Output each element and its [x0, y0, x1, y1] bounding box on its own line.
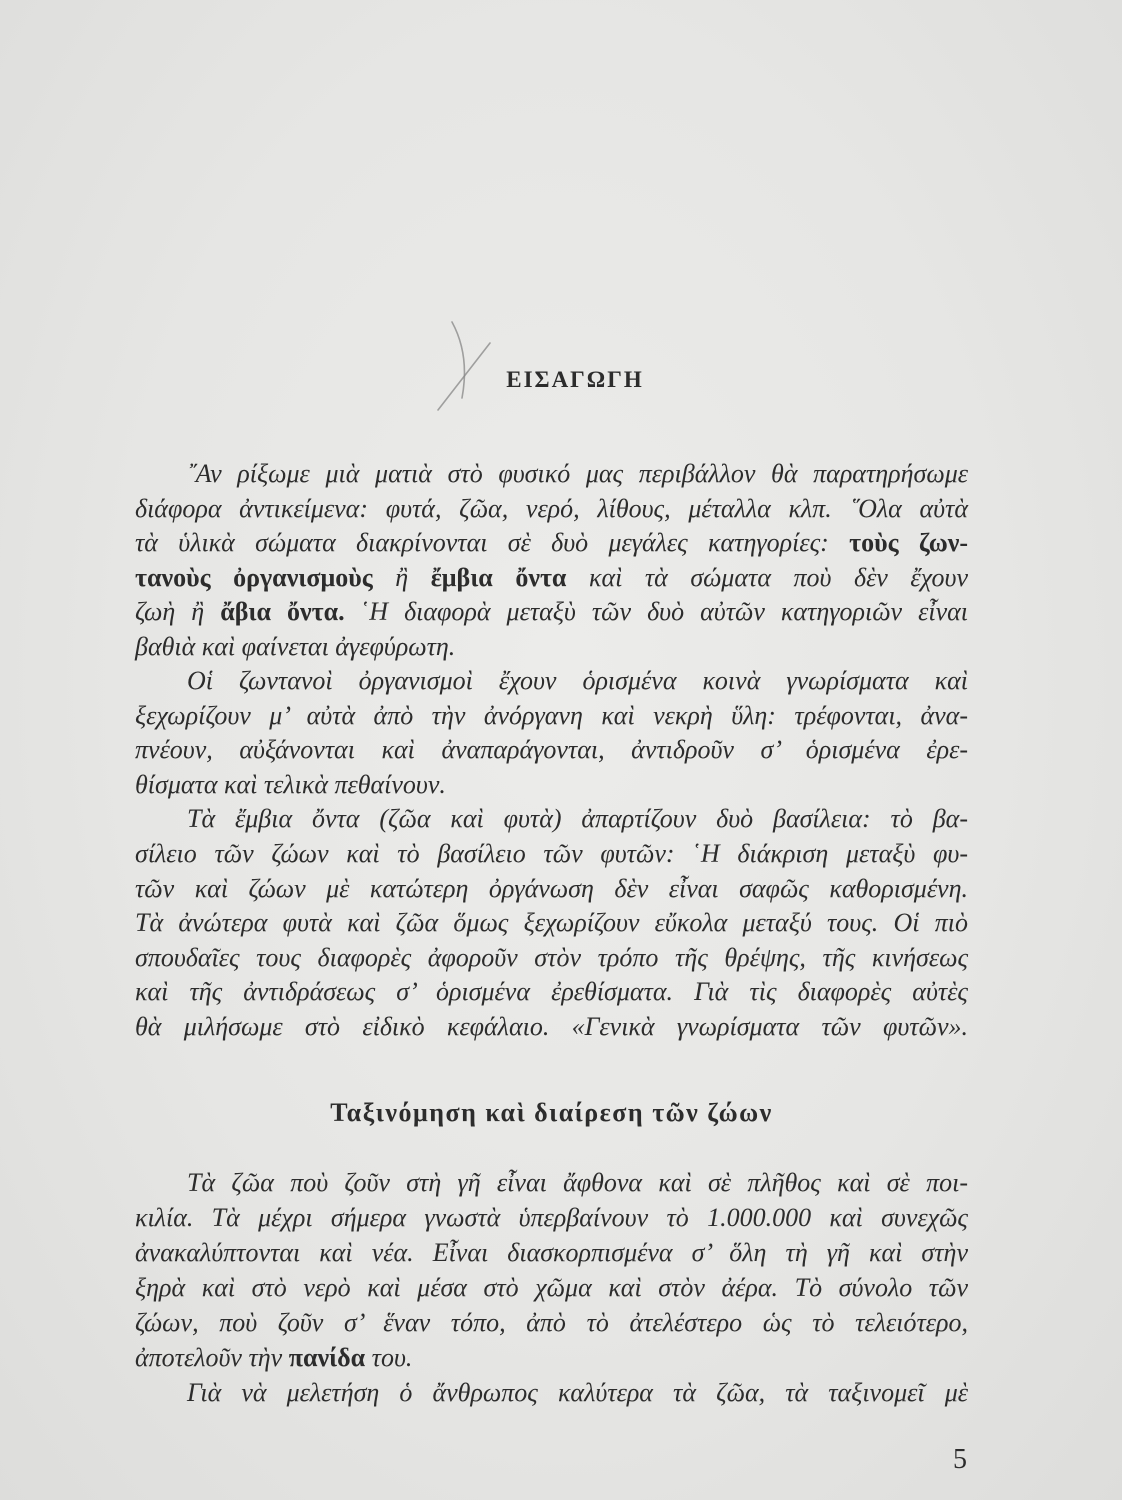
subsection-title: Ταξινόμηση καὶ διαίρεση τῶν ζώων	[330, 1098, 773, 1127]
text-line: σίλειο τῶν ζώων καὶ τὸ βασίλειο τῶν φυτῶν: ῾Η διάκριση μεταξὺ φυ-	[135, 839, 968, 869]
text-line: ἀνακαλύπτονται καὶ νέα. Εἶναι διασκορπισμένα σ’ ὅλη τὴ γῆ καὶ στὴν	[135, 1238, 968, 1267]
text-line: θίσματα καὶ τελικὰ πεθαίνουν.	[135, 769, 446, 799]
text-line: Γιὰ νὰ μελετήση ὁ ἄνθρωπος καλύτερα τὰ ζῶα, τὰ ταξινομεῖ μὲ	[187, 1378, 968, 1407]
text-line: τῶν καὶ ζώων μὲ κατώτερη ὀργάνωση δὲν εἶναι σαφῶς καθορισμένη.	[135, 873, 968, 903]
intro-text	[135, 457, 968, 1044]
text-line: βαθιὰ καὶ φαίνεται ἀγεφύρωτη.	[135, 631, 456, 661]
line-segment: καὶ τὰ σώματα ποὺ δὲν ἔχουν	[566, 562, 968, 592]
text-line: καὶ τῆς ἀντιδράσεως σ’ ὁρισμένα ἐρεθίσματα. Γιὰ τὶς διαφορὲς αὐτὲς	[135, 977, 968, 1007]
text-line: Τὰ ζῶα ποὺ ζοῦν στὴ γῆ εἶναι ἄφθονα καὶ σὲ πλῆθος καὶ σὲ ποι-	[187, 1168, 968, 1197]
text-line: κιλία. Τὰ μέχρι σήμερα γνωστὰ ὑπερβαίνουν τὸ 1.000.000 καὶ συνεχῶς	[135, 1203, 968, 1232]
text-line: σπουδαῖες τους διαφορὲς ἀφοροῦν στὸν τρόπο τῆς θρέψης, τῆς κινήσεως	[135, 942, 968, 972]
page-number: 5	[953, 1444, 967, 1475]
paragraph	[135, 802, 968, 1044]
bold-term: ἔμβια ὄντα	[430, 562, 567, 592]
bold-term: πανίδα	[288, 1343, 366, 1372]
line-segment: ἢ	[372, 562, 431, 592]
text-line: Οἱ ζωντανοὶ ὀργανισμοὶ ἔχουν ὁρισμένα κοινὰ γνωρίσματα καὶ	[187, 666, 968, 696]
text-line: ῎Αν ρίξωμε μιὰ ματιὰ στὸ φυσικό μας περιβάλλον θὰ παρατηρήσωμε	[187, 459, 968, 488]
line-segment: ζωὴ ἢ	[135, 597, 221, 627]
text-line	[135, 526, 968, 561]
text-line: Τὰ ἀνώτερα φυτὰ καὶ ζῶα ὅμως ξεχωρίζουν εὔκολα μεταξύ τους. Οἱ πιὸ	[135, 908, 968, 938]
text-line	[135, 1340, 968, 1375]
paragraph	[135, 1165, 968, 1375]
text-line: πνέουν, αὐξάνονται καὶ ἀναπαράγονται, ἀντιδροῦν σ’ ὁρισμένα ἐρε-	[135, 735, 968, 765]
text-line: Τὰ ἔμβια ὄντα (ζῶα καὶ φυτὰ) ἀπαρτίζουν δυὸ βασίλεια: τὸ βα-	[187, 804, 968, 834]
line-segment: ἀποτελοῦν τὴν	[135, 1343, 289, 1372]
text-line: ξηρὰ καὶ στὸ νερὸ καὶ μέσα στὸ χῶμα καὶ στὸν ἀέρα. Τὸ σύνολο τῶν	[135, 1273, 968, 1302]
text-line: ξεχωρίζουν μ’ αὐτὰ ἀπὸ τὴν ἀνόργανη καὶ νεκρὴ ὕλη: τρέφονται, ἀνα-	[135, 700, 968, 730]
line-segment: τὰ ὑλικὰ σώματα διακρίνονται σὲ δυὸ μεγάλες κατηγορίες:	[135, 528, 850, 558]
bold-term: τοὺς ζων-	[849, 528, 968, 558]
paragraph	[135, 664, 968, 802]
classification-text	[135, 1165, 968, 1410]
text-line: θὰ μιλήσωμε στὸ εἰδικὸ κεφάλαιο. «Γενικὰ γνωρίσματα τῶν φυτῶν».	[135, 1011, 968, 1041]
text-line: ζώων, ποὺ ζοῦν σ’ ἕναν τόπο, ἀπὸ τὸ ἀτελέστερο ὡς τὸ τελειότερο,	[135, 1308, 968, 1337]
text-line	[135, 595, 968, 630]
section-title: ΕΙΣΑΓΩΓΗ	[506, 367, 644, 392]
text-line: διάφορα ἀντικείμενα: φυτά, ζῶα, νερό, λίθους, μέταλλα κλπ. ῞Ολα αὐτὰ	[135, 493, 968, 523]
pencil-stroke-curve	[452, 322, 464, 398]
bold-term: τανοὺς ὀργανισμοὺς	[135, 562, 373, 592]
paragraph	[135, 1375, 968, 1410]
line-segment: του.	[365, 1343, 413, 1372]
bold-term: ἄβια ὄντα.	[220, 597, 345, 627]
paragraph	[135, 457, 968, 664]
text-line	[135, 561, 968, 596]
line-segment: ῾Η διαφορὰ μεταξὺ τῶν δυὸ αὐτῶν κατηγοριῶν εἶναι	[344, 597, 968, 627]
